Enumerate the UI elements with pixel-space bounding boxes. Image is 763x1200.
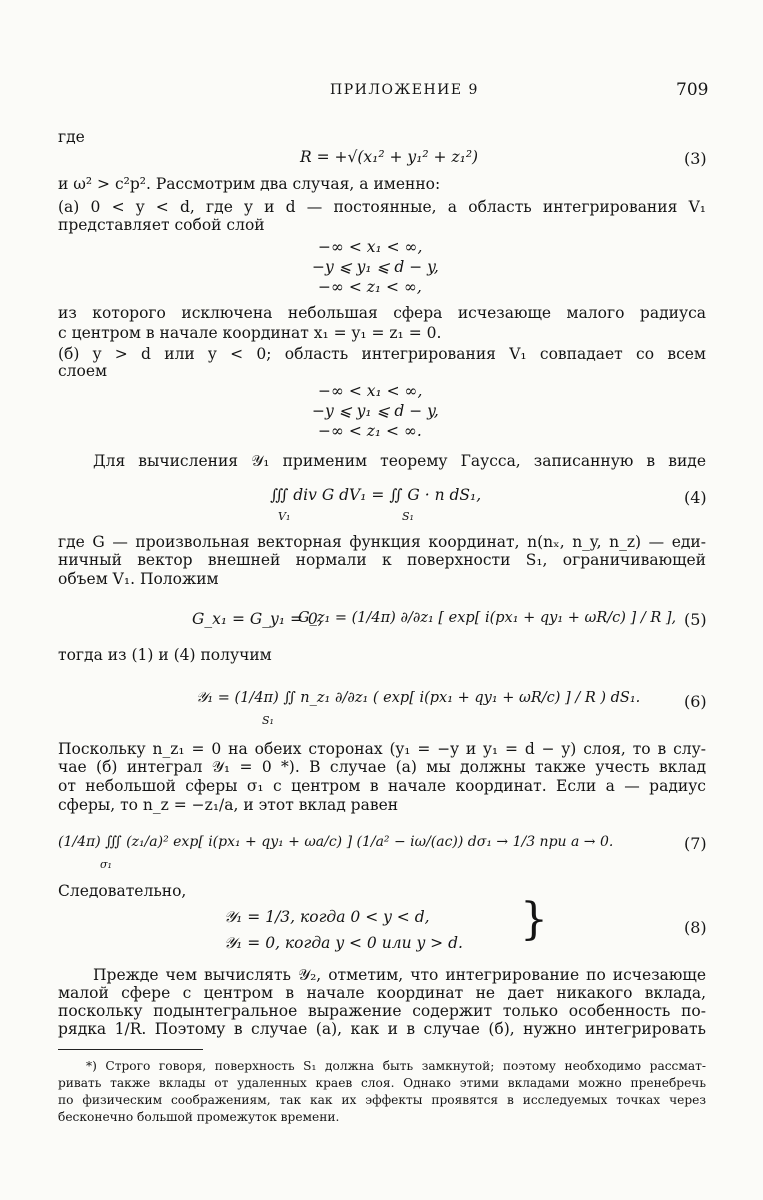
inequality: −∞ < z₁ < ∞. <box>318 422 422 440</box>
text-line: сферы, то n_z = −z₁/a, и этот вклад равен <box>58 796 399 814</box>
equation-7: (1/4π) ∭ (z₁/a)² exp[ i(px₁ + qy₁ + ωa/c) ] (1/a² − iω/(ac)) dσ₁ → 1/3 при a → 0. <box>58 834 614 850</box>
page-number: 709 <box>676 80 709 100</box>
text-line: Следовательно, <box>58 882 187 900</box>
equation-subscript: V₁ <box>278 510 291 523</box>
inequality: −y ⩽ y₁ ⩽ d − y, <box>312 402 439 420</box>
text-line: из которого исключена небольшая сфера исчезающе малого радиуса <box>58 304 706 322</box>
inequality: −∞ < x₁ < ∞, <box>318 238 423 256</box>
equation-number: (6) <box>684 692 707 711</box>
text-line: рядка 1/R. Поэтому в случае (а), как и в случае (б), нужно интегрировать <box>58 1020 706 1038</box>
footnote-rule <box>58 1049 203 1050</box>
equation-number: (4) <box>684 488 707 507</box>
equation-5-left: G_x₁ = G_y₁ = 0, <box>192 610 323 628</box>
inequality: −∞ < z₁ < ∞, <box>318 278 422 296</box>
text-line: объем V₁. Положим <box>58 570 219 588</box>
footnote-line: ривать также вклады от удаленных краев слоя. Однако этими вкладами можно пренебречь <box>58 1076 706 1090</box>
text-line: Прежде чем вычислять 𝒴₂, отметим, что интегрирование по исчезающе <box>93 966 706 984</box>
text-line: где G — произвольная векторная функция координат, n(nₓ, n_y, n_z) — еди- <box>58 533 706 551</box>
text-line: Поскольку n_z₁ = 0 на обеих сторонах (y₁ = −y и y₁ = d − y) слоя, то в слу- <box>58 740 706 758</box>
inequality: −y ⩽ y₁ ⩽ d − y, <box>312 258 439 276</box>
text-line: чае (б) интеграл 𝒴₁ = 0 *). В случае (а) мы должны также учесть вклад <box>58 758 706 776</box>
footnote-line: *) Строго говоря, поверхность S₁ должна быть замкнутой; поэтому необходимо рассмат- <box>86 1059 706 1073</box>
text-line: и ω² > c²p². Рассмотрим два случая, а именно: <box>58 175 441 193</box>
equation-3: R = +√(x₁² + y₁² + z₁²) <box>300 148 479 166</box>
equation-8-line: 𝒴₁ = 1/3, когда 0 < y < d, <box>224 908 430 926</box>
text-line: (б) y > d или y < 0; область интегрирования V₁ совпадает со всем <box>58 345 706 363</box>
equation-5-right: G_z₁ = (1/4π) ∂/∂z₁ [ exp[ i(px₁ + qy₁ + ωR/c) ] / R ], <box>298 610 677 626</box>
equation-number: (8) <box>684 918 707 937</box>
text-line: тогда из (1) и (4) получим <box>58 646 272 664</box>
equation-number: (7) <box>684 834 707 853</box>
text-line: представляет собой слой <box>58 216 265 234</box>
text-line: поскольку подынтегральное выражение содержит только особенность по- <box>58 1002 706 1020</box>
inequality: −∞ < x₁ < ∞, <box>318 382 423 400</box>
footnote-line: бесконечно большой промежуток времени. <box>58 1110 340 1124</box>
equation-number: (3) <box>684 149 707 168</box>
equation-number: (5) <box>684 610 707 629</box>
text-line: ничный вектор внешней нормали к поверхности S₁, ограничивающей <box>58 551 706 569</box>
equation-subscript: S₁ <box>262 714 274 727</box>
text-line: Для вычисления 𝒴₁ применим теорему Гаусса, записанную в виде <box>93 452 706 470</box>
text-line: слоем <box>58 362 108 380</box>
equation-subscript: σ₁ <box>100 858 112 871</box>
equation-4: ∭ div G dV₁ = ∬ G · n dS₁, <box>270 486 482 504</box>
equation-subscript: S₁ <box>402 510 414 523</box>
text-line: где <box>58 128 85 146</box>
right-brace: } <box>520 894 548 945</box>
equation-6: 𝒴₁ = (1/4π) ∬ n_z₁ ∂/∂z₁ ( exp[ i(px₁ + qy₁ + ωR/c) ] / R ) dS₁. <box>196 690 641 706</box>
equation-8-line: 𝒴₁ = 0, когда y < 0 или y > d. <box>224 934 463 952</box>
text-line: малой сфере с центром в начале координат не дает никакого вклада, <box>58 984 706 1002</box>
footnote-line: по физическим соображениям, так как их эффекты проявятся в исследуемых точках через <box>58 1093 706 1107</box>
text-line: от небольшой сферы σ₁ с центром в начале координат. Если a — радиус <box>58 777 706 795</box>
page-header <box>0 80 763 104</box>
running-head: ПРИЛОЖЕНИЕ 9 <box>330 82 479 98</box>
text-line: с центром в начале координат x₁ = y₁ = z₁ = 0. <box>58 324 442 342</box>
text-line: (а) 0 < y < d, где y и d — постоянные, а область интегрирования V₁ <box>58 198 706 216</box>
